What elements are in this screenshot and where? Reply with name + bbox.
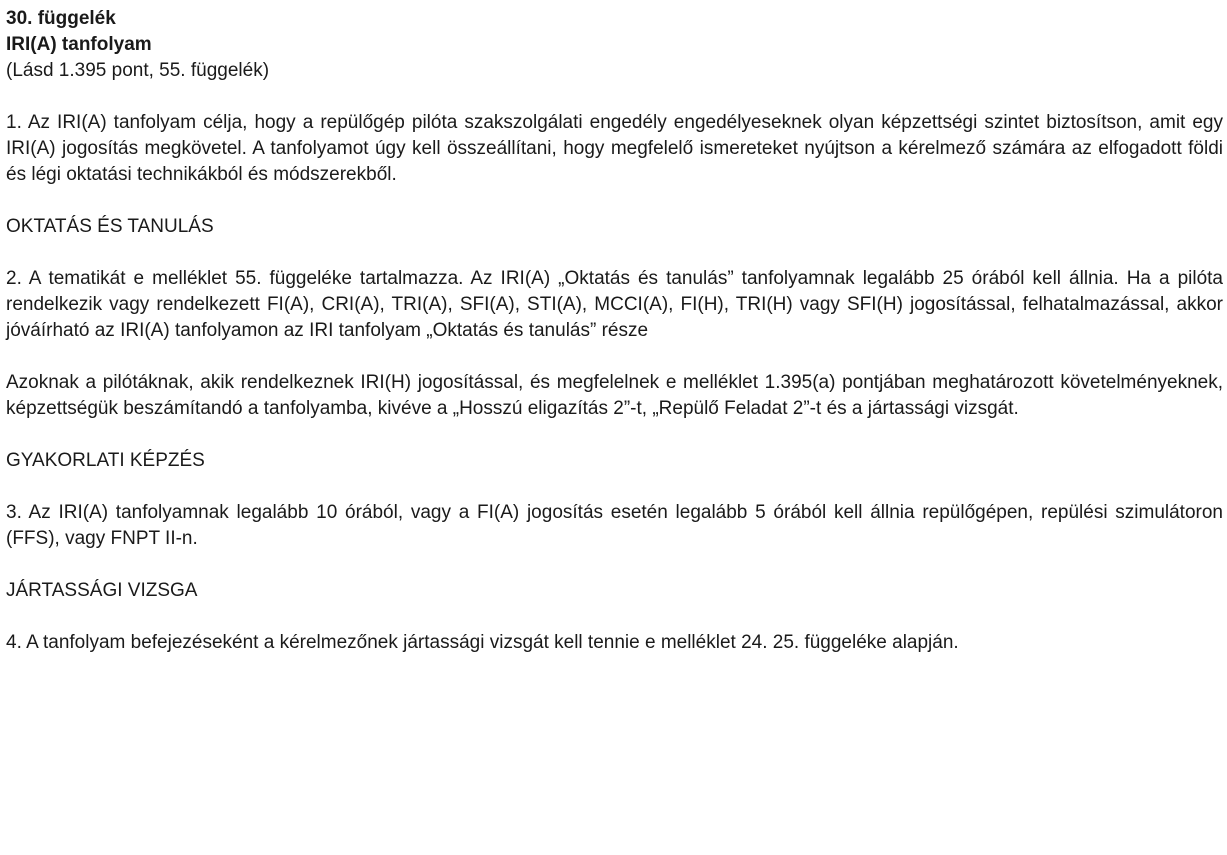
paragraph-2b: Azoknak a pilótáknak, akik rendelkeznek IRI(H) jogosítással, és megfelelnek e melléklet 1.395(a) pontjában meghatározott követelményeknek, képzettségük beszámítandó a tanfolyamba, kivéve a „Hosszú eligazítás 2”-t, „Repülő Feladat 2”-t és a jártassági vizsgát. <box>6 372 1223 419</box>
section-heading-practical: GYAKORLATI KÉPZÉS <box>6 450 205 471</box>
paragraph-3: 3. Az IRI(A) tanfolyamnak legalább 10 órából, vagy a FI(A) jogosítás esetén legalább 5 órából kell állnia repülőgépen, repülési szimulátoron (FFS), vagy FNPT II-n. <box>6 502 1223 549</box>
appendix-title: 30. függelék <box>6 8 116 29</box>
paragraph-4: 4. A tanfolyam befejezéseként a kérelmezőnek jártassági vizsgát kell tennie e melléklet 24. 25. függeléke alapján. <box>6 632 959 653</box>
paragraph-2: 2. A tematikát e melléklet 55. függeléke tartalmazza. Az IRI(A) „Oktatás és tanulás” tanfolyamnak legalább 25 órából kell állnia. Ha a pilóta rendelkezik vagy rendelkezett FI(A), CRI(A), TRI(A), SFI(A), STI(A), MCCI(A), FI(H), TRI(H) vagy SFI(H) jogosítással, felhatalmazással, akkor jóváírható az IRI(A) tanfolyamon az IRI tanfolyam „Oktatás és tanulás” része <box>6 268 1223 341</box>
section-heading-exam: JÁRTASSÁGI VIZSGA <box>6 580 198 601</box>
reference-note: (Lásd 1.395 pont, 55. függelék) <box>6 60 270 81</box>
course-title: IRI(A) tanfolyam <box>6 34 152 55</box>
paragraph-1: 1. Az IRI(A) tanfolyam célja, hogy a repülőgép pilóta szakszolgálati engedély engedélyeseknek olyan képzettségi szintet biztosítson, amit egy IRI(A) jogosítás megkövetel. A tanfolyamot úgy kell összeállítani, hogy megfelelő ismereteket nyújtson a kérelmező számára az elfogadott földi és légi oktatási technikákból és módszerekből. <box>6 112 1223 185</box>
section-heading-teaching: OKTATÁS ÉS TANULÁS <box>6 216 214 237</box>
